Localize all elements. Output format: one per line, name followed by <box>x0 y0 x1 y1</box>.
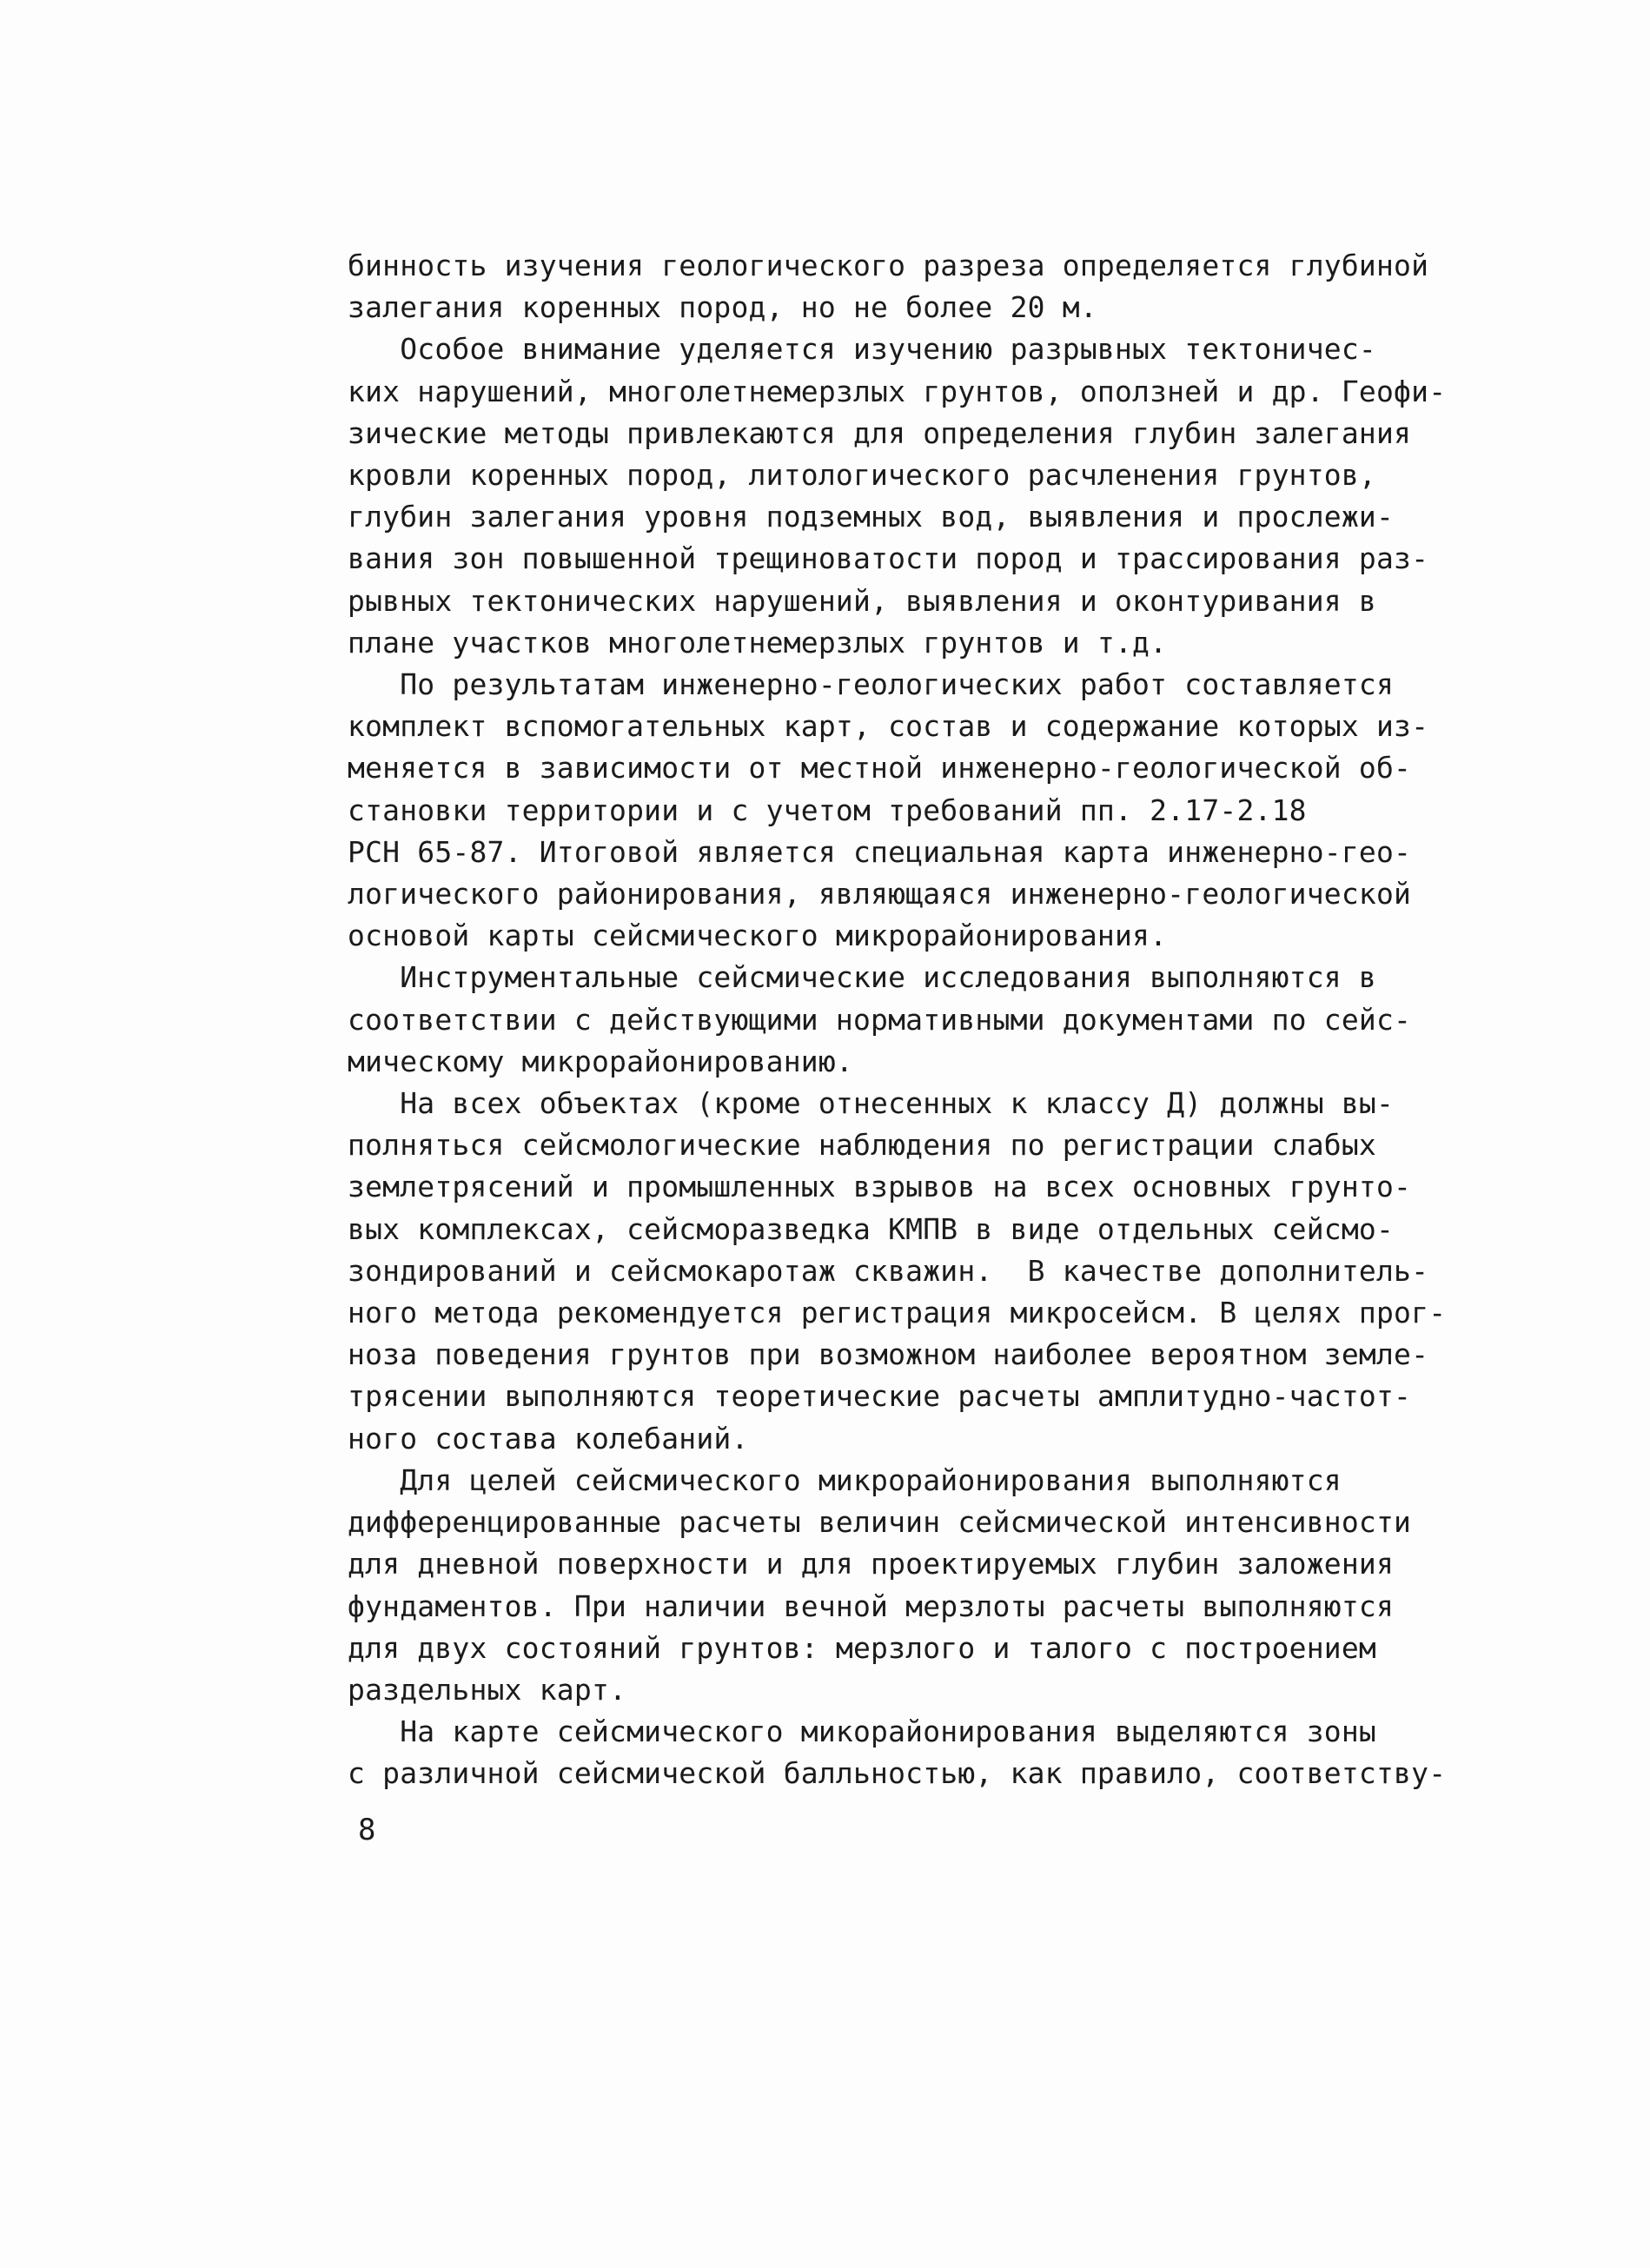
text-line: На всех объектах (кроме отнесенных к классу Д) должны вы- <box>348 1086 1395 1121</box>
text-line: Особое внимание уделяется изучению разрывных тектоничес- <box>348 332 1376 367</box>
text-line: На карте сейсмического микорайонирования выделяются зоны <box>348 1714 1376 1749</box>
text-line: комплект вспомогательных карт, состав и содержание которых из- <box>348 709 1429 744</box>
text-line: фундаментов. При наличии вечной мерзлоты расчеты выполняются <box>348 1588 1395 1623</box>
text-line: плане участков многолетнемерзлых грунтов и т.д. <box>348 625 1168 660</box>
text-line: Для целей сейсмического микрорайонирования выполняются <box>348 1462 1342 1497</box>
text-line: соответствии с действующими нормативными документами по сейс- <box>348 1002 1412 1037</box>
text-line: зондирований и сейсмокаротаж скважин. В качестве дополнитель- <box>348 1253 1429 1288</box>
text-line: трясении выполняются теоретические расчеты амплитудно-частот- <box>348 1379 1412 1414</box>
text-line: мическому микрорайонированию. <box>348 1044 853 1078</box>
text-line: кровли коренных пород, литологического расчленения грунтов, <box>348 458 1376 493</box>
text-line: ких нарушений, многолетнемерзлых грунтов, оползней и др. Геофи- <box>348 374 1447 408</box>
body-text <box>348 245 1477 1795</box>
text-line: ного состава колебаний. <box>348 1421 749 1456</box>
text-line: землетрясений и промышленных взрывов на всех основных грунто- <box>348 1170 1412 1204</box>
text-line: зические методы привлекаются для определения глубин залегания <box>348 415 1412 450</box>
text-line: основой карты сейсмического микрорайонирования. <box>348 918 1168 953</box>
text-line: раздельных карт. <box>348 1672 627 1707</box>
text-line: вания зон повышенной трещиноватости пород и трассирования раз- <box>348 541 1429 576</box>
text-line: с различной сейсмической балльностью, как правило, соответству- <box>348 1756 1447 1791</box>
text-line: полняться сейсмологические наблюдения по регистрации слабых <box>348 1128 1376 1163</box>
text-line: ноза поведения грунтов при возможном наиболее вероятном земле- <box>348 1337 1429 1372</box>
text-line: становки территории и с учетом требований пп. 2.17-2.18 <box>348 792 1307 827</box>
text-line: глубин залегания уровня подземных вод, выявления и прослежи- <box>348 500 1395 534</box>
text-line: ного метода рекомендуется регистрация микросейсм. В целях прог- <box>348 1296 1447 1330</box>
text-line: По результатам инженерно-геологических работ составляется <box>348 667 1395 702</box>
text-line: вых комплексах, сейсморазведка КМПВ в виде отдельных сейсмо- <box>348 1211 1395 1246</box>
text-line: меняется в зависимости от местной инженерно-геологической об- <box>348 751 1412 786</box>
text-line: логического районирования, являющаяся инженерно-геологической <box>348 877 1412 912</box>
text-line: РСН 65-87. Итоговой является специальная карта инженерно-гео- <box>348 834 1412 869</box>
text-line: для двух состояний грунтов: мерзлого и талого с построением <box>348 1630 1376 1665</box>
text-line: Инструментальные сейсмические исследования выполняются в <box>348 960 1376 995</box>
page-number: 8 <box>358 1813 376 1847</box>
text-line: дифференцированные расчеты величин сейсмической интенсивности <box>348 1505 1412 1540</box>
text-line: бинность изучения геологического разреза определяется глубиной <box>348 249 1429 282</box>
text-line: залегания коренных пород, но не более 20 м. <box>348 290 1097 325</box>
text-line: рывных тектонических нарушений, выявления и оконтуривания в <box>348 583 1376 618</box>
text-line: для дневной поверхности и для проектируемых глубин заложения <box>348 1547 1395 1582</box>
